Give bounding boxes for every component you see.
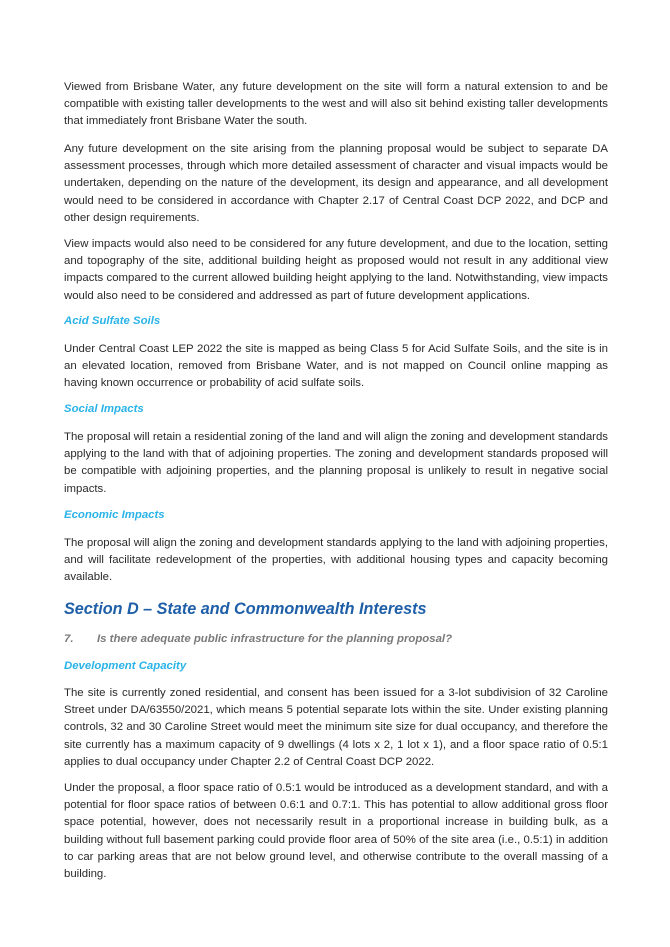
paragraph-development-capacity: The site is currently zoned residential, and consent has been issued for a 3-lot subdivision of 32 Caroline Street under DA/63550/2021, which means 5 potential separate lots within the site. Under existing planning controls, 32 and 30 Caroline Street would meet the minimum site size for dual occupancy, and therefore the site currently has a maximum capacity of 9 dwellings (4 lots x 2, 1 lot x 1), and a floor space ratio of 0.5:1 applies to dual occupancy under Chapter 2.2 of Central Coast DCP 2022. — [64, 687, 608, 768]
paragraph-brisbane-water-view: Viewed from Brisbane Water, any future development on the site will form a natural extension to and be compatible with existing taller developments to the west and will also sit behind existing taller developments that immediately front Brisbane Water the south. — [64, 81, 608, 128]
question-text: Is there adequate public infrastructure for the planning proposal? — [97, 633, 453, 645]
heading-development-capacity: Development Capacity — [64, 660, 187, 672]
heading-social-impacts: Social Impacts — [64, 403, 144, 415]
paragraph-economic-impacts: The proposal will align the zoning and development standards applying to the land with adjoining properties, and will facilitate redevelopment of the properties, with additional housing types and capacity becoming available. — [64, 537, 608, 584]
heading-economic-impacts: Economic Impacts — [64, 509, 165, 521]
paragraph-social-impacts: The proposal will retain a residential zoning of the land and will align the zoning and development standards applying to the land with that of adjoining properties. The zoning and development standards proposed will be compatible with adjoining properties, and the planning proposal is unlikely to result in negative social impacts. — [64, 431, 608, 495]
question-number: 7. — [64, 633, 74, 645]
question-7 — [64, 632, 452, 647]
paragraph-da-assessment: Any future development on the site arising from the planning proposal would be subject to separate DA assessment processes, through which more detailed assessment of character and visual impacts would be undertaken, depending on the nature of the development, its design and appearance, and all development would need to be considered in accordance with Chapter 2.17 of Central Coast DCP 2022, and DCP and other design requirements. — [64, 143, 608, 224]
paragraph-view-impacts: View impacts would also need to be considered for any future development, and due to the location, setting and topography of the site, additional building height as proposed would not result in any additional view impacts compared to the current allowed building height applying to the land. Notwithstanding, view impacts would also need to be considered and addressed as part of future development applications. — [64, 238, 608, 302]
paragraph-floor-space-ratio: Under the proposal, a floor space ratio of 0.5:1 would be introduced as a development standard, and with a potential for floor space ratios of between 0.6:1 and 0.7:1. This has potential to allow additional gross floor space potential, however, does not necessarily result in a proportional increase in building bulk, as a building without full basement parking could provide floor area of 50% of the site area (i.e., 0.5:1) in addition to car parking areas that are not below ground level, and otherwise contribute to the overall massing of a building. — [64, 782, 608, 881]
section-d-title: Section D – State and Commonwealth Interests — [64, 600, 427, 618]
heading-acid-sulfate-soils: Acid Sulfate Soils — [64, 315, 161, 327]
paragraph-acid-sulfate-soils: Under Central Coast LEP 2022 the site is mapped as being Class 5 for Acid Sulfate Soils, and the site is in an elevated location, removed from Brisbane Water, and is not mapped on Council online mapping as having known occurrence or probability of acid sulfate soils. — [64, 343, 608, 390]
